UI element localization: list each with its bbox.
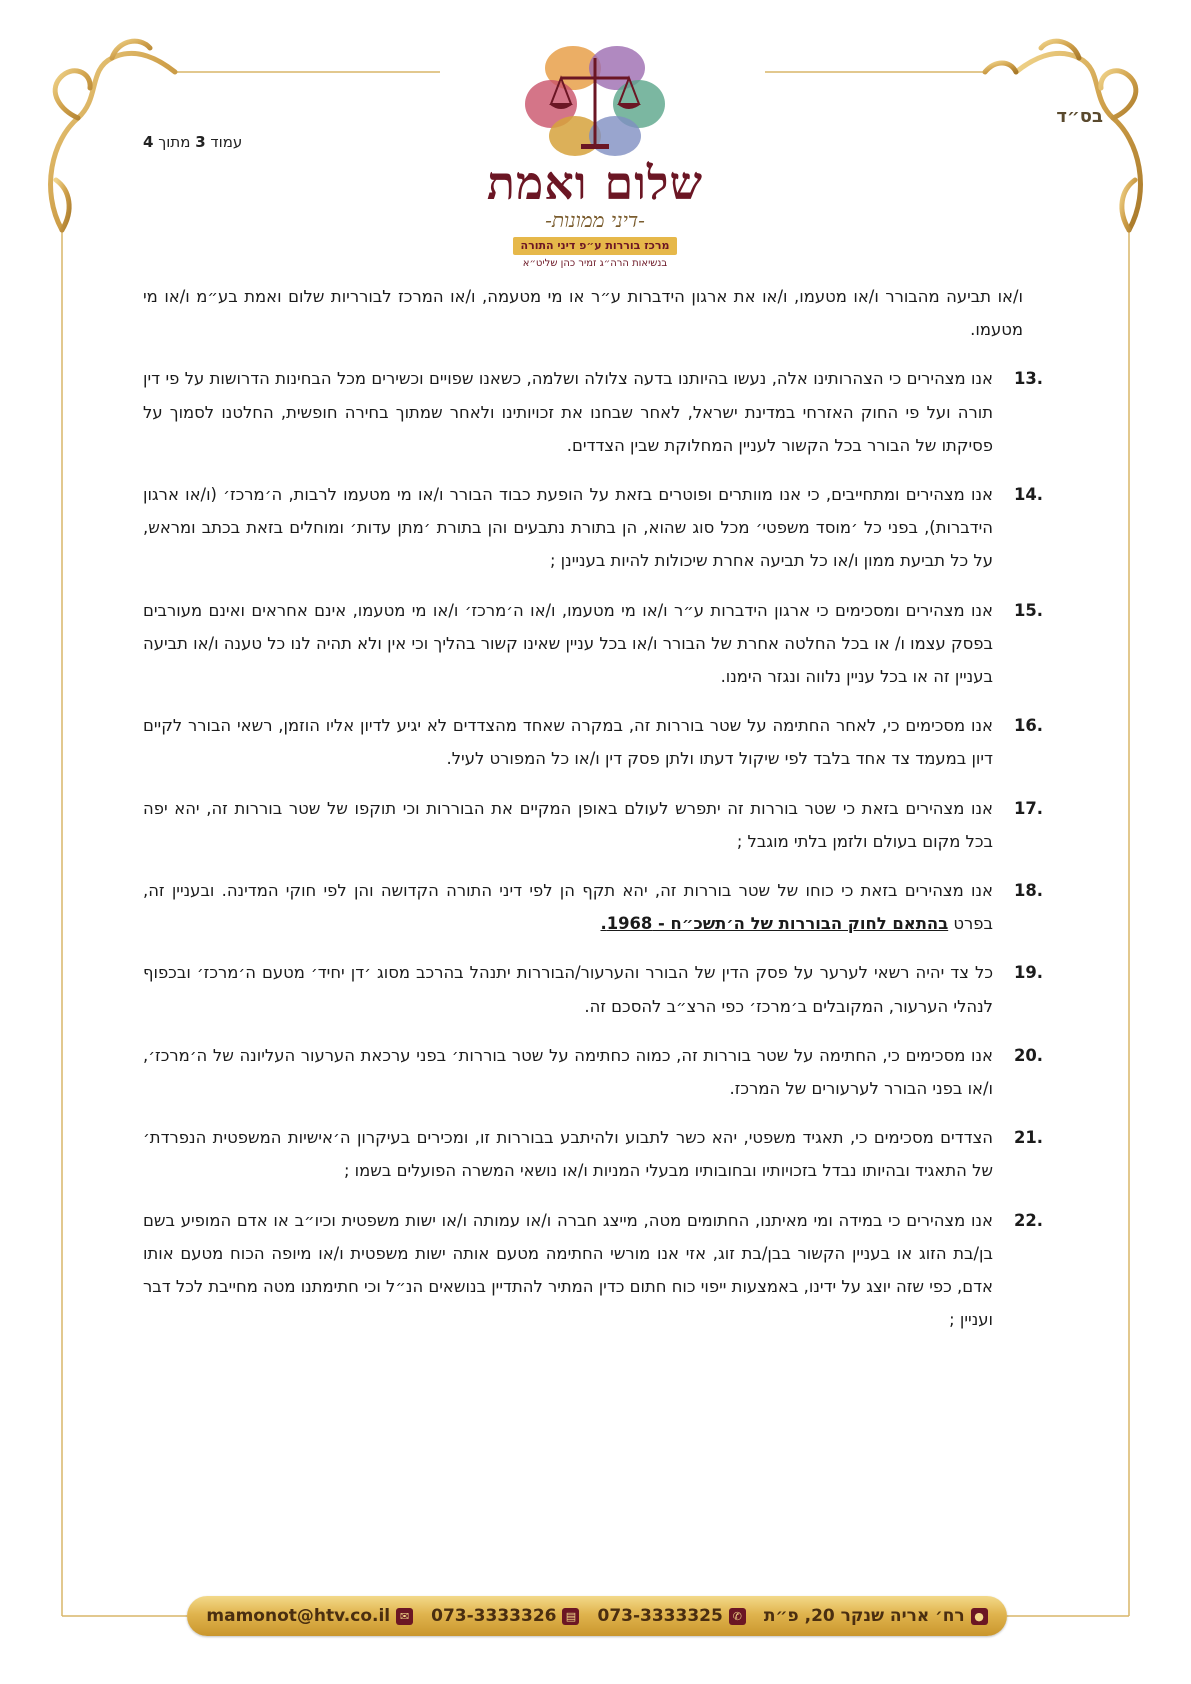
email-text[interactable]: mamonot@htv.co.il (206, 1606, 391, 1626)
contact-footer (187, 1596, 1007, 1636)
document-body (143, 280, 1043, 1352)
clause-text: הצדדים מסכימים כי, תאגיד משפטי, יהא כשר לתבוע ולהיתבע בבוררות זו, ומכירים בעיקרון ה׳אישיות המשפטית הנפרדת׳ של התאגיד ובהיותו נבדל בזכויותיו ובחובותיו מבעלי המניות ו/או נושאי המשרה הפועלים בשמו ; (143, 1128, 993, 1181)
clause-number: 17. (1013, 798, 1043, 818)
logo-band: מרכז בוררות ע״פ דיני התורה (513, 237, 677, 255)
bsd-mark: בס״ד (1056, 106, 1103, 127)
phone-icon: ✆ (729, 1608, 746, 1625)
clause-19 (143, 956, 1043, 1022)
logo (455, 38, 735, 269)
clause-17 (143, 792, 1043, 858)
clause-16 (143, 709, 1043, 775)
page-total: 4 (143, 133, 154, 151)
page-label-mid: מתוך (158, 133, 191, 151)
clause-number: 16. (1013, 716, 1043, 736)
clause-22 (143, 1204, 1043, 1337)
fax-icon: ▤ (562, 1608, 579, 1625)
corner-ornament-right (985, 41, 1140, 230)
fax-text[interactable]: 073-3333326 (431, 1606, 557, 1626)
clause-text: אנו מצהירים ומסכימים כי ארגון הידברות ע״ר ו/או מי מטעמו, ו/או ה׳מרכז׳ ו/או מי מטעמו, אינם אחראים ואינם מעורבים בפסק עצמו ו/ או בכל החלטה אחרת של הבורר ו/או בכל עניין שאינו קשור בהליך וכי אין ולא תהיה לנו כל טענה ו/או תביעה בעניין זה או בכל עניין נלווה ונגזר הימנו. (143, 600, 993, 687)
clause-20 (143, 1039, 1043, 1105)
clause-15 (143, 594, 1043, 694)
clause-number: 21. (1013, 1128, 1043, 1148)
clause-21 (143, 1121, 1043, 1187)
logo-name: שלום ואמת (486, 156, 704, 210)
clause-text: אנו מצהירים כי הצהרותינו אלה, נעשו בהיותנו בדעה צלולה ושלמה, כשאנו שפויים וכשירים מכל הבחינות הדרושות על פי דין תורה ועל פי החוק האזרחי במדינת ישראל, לאחר שבחנו את זכויותינו ולאחר שמתוך בחירה חופשית, החלטנו לסמוך על פסיקתו של הבורר בכל הקשור לעניין המחלוקת שבין הצדדים. (143, 369, 993, 455)
clause-continuation (143, 280, 1023, 346)
email-icon: ✉ (396, 1608, 413, 1625)
clause-text: אנו מצהירים ומתחייבים, כי אנו מוותרים ופוטרים בזאת על הופעת כבוד הבורר ו/או מי מטעמו לרבות, ה׳מרכז׳ (ו/או ארגון הידברות), בפני כל ׳מוסד משפטי׳ מכל סוג שהוא, הן בתורת נתבעים והן בתורת ׳מתן עדות׳ ומוחלים בזאת בכתב ומראש, על כל תביעת ממון ו/או כל תביעה אחרת שיכולות להיות בעניינן ; (143, 485, 993, 571)
clause-text: אנו מסכימים כי, החתימה על שטר בוררות זה, כמוה כחתימה על שטר בוררות׳ בפני ערכאת הערעור העליונה של ה׳מרכז׳, ו/או בפני הבורר לערעורים של המרכז. (143, 1045, 993, 1099)
footer-fax[interactable] (431, 1606, 579, 1626)
location-pin-icon: ● (971, 1608, 988, 1625)
clause-number: 19. (1013, 963, 1043, 983)
clause-18 (143, 874, 1043, 940)
footer-email[interactable] (206, 1606, 413, 1626)
clause-13 (143, 362, 1043, 462)
clause-number: 22. (1013, 1210, 1043, 1230)
clause-number: 18. (1013, 881, 1043, 901)
clause-14 (143, 478, 1043, 578)
clause-text: אנו מצהירים כי במידה ומי מאיתנו, החתומים מטה, מייצג חברה ו/או עמותה ו/או ישות משפטית וכיו״ב או אדם המופיע בשם בן/בת הזוג או בעניין הקשור בבן/בת זוג, אזי אנו מורשי החתימה מטעם אותה ישות משפטית ו/או מיופה הכוח מטעם אותו אדם, כפי שזה יוצג על ידינו, באמצעות ייפוי כוח חתום כדין המתיר להתדיין בנושאים הנ״ל וכי חתימתנו מטה מחייבת לכל דבר ועניין ; (143, 1210, 993, 1330)
clause-text: אנו מצהירים בזאת כי כוחו של שטר בוררות זה, יהא תקף הן לפי דיני התורה הקדושה והן לפי חוקי המדינה. ובעניין זה, בפרט (143, 881, 993, 934)
logo-subtitle: -דיני ממונות- (545, 208, 645, 232)
clause-number: 15. (1013, 600, 1043, 620)
page-current: 3 (195, 133, 206, 151)
phone-text[interactable]: 073-3333325 (597, 1606, 723, 1626)
address-text: רח׳ אריה שנקר 20, פ״ת (763, 1606, 965, 1626)
page-label-prefix: עמוד (210, 133, 243, 151)
logo-flower-scales-icon (455, 38, 735, 158)
clause-text: ו/או תביעה מהבורר ו/או מטעמו, ו/או את ארגון הידברות ע״ר או מי מטעמה, ו/או המרכז לבורריות שלום ואמת בע״מ ו/או מי מטעמו. (143, 287, 1023, 340)
clause-text: אנו מצהירים בזאת כי שטר בוררות זה יתפרש לעולם באופן המקיים את הבוררות וכי תוקפו של שטר בוררות זה, יהא יפה בכל מקום בעולם ולזמן בלתי מוגבל ; (143, 798, 993, 851)
clause-text: כל צד יהיה רשאי לערער על פסק הדין של הבורר והערעור/הבוררות יתנהל בהרכב מסוג ׳דן יחיד׳ מטעם ה׳מרכז׳ ובכפוף לנהלי הערעור, המקובלים ב׳מרכז׳ כפי הרצ״ב להסכם זה. (143, 963, 993, 1016)
clause-number: 13. (1013, 369, 1043, 389)
logo-presidency: בנשיאות הרה״ג זמיר כהן שליט״א (522, 258, 668, 269)
clause-law-reference: בהתאם לחוק הבוררות של ה׳תשכ״ח - 1968. (600, 914, 949, 934)
footer-address (764, 1606, 988, 1626)
footer-phone[interactable] (597, 1606, 745, 1626)
clause-number: 14. (1013, 485, 1043, 505)
clause-text: אנו מסכימים כי, לאחר החתימה על שטר בוררות זה, במקרה שאחד מהצדדים לא יגיע לדיון אליו הוזמן, רשאי הבורר לקיים דיון במעמד צד אחד בלבד לפי שיקול דעתו ולתן פסק דין ו/או כל המפורט לעיל. (143, 716, 993, 769)
page-number (143, 133, 242, 151)
clause-number: 20. (1013, 1045, 1043, 1065)
